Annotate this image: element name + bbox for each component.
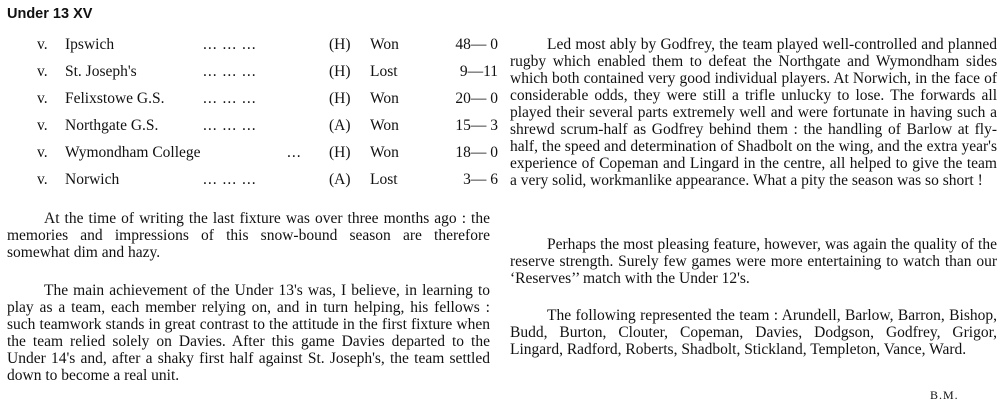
fixture-row <box>7 63 507 90</box>
fixture-score: 18— 0 <box>455 144 498 161</box>
fixture-venue: (H) <box>329 90 351 107</box>
fixture-venue: (A) <box>329 117 351 134</box>
paragraph-right-2: Perhaps the most pleasing feature, however, was again the quality of the reserve strength. Surely few games were more entertaining to watch than our ‘Reserves’’ match with the Under 12's. <box>510 236 997 287</box>
paragraph-right-3: The following represented the team : Arundell, Barlow, Barron, Bishop, Budd, Burton, Clouter, Copeman, Davies, Dodgson, Godfrey, Grigor, Lingard, Radford, Roberts, Shadbolt, Stickland, Templeton, Vance, Ward. <box>510 307 997 358</box>
fixture-opponent: Ipswich <box>65 36 115 53</box>
fixture-row <box>7 117 507 144</box>
fixture-leader-dots: ... ... ... <box>203 36 257 53</box>
fixture-leader-dots: ... ... ... <box>203 63 257 80</box>
fixture-result: Won <box>370 144 399 161</box>
fixture-score: 3— 6 <box>463 171 498 188</box>
fixture-opponent: Wymondham College <box>65 144 201 161</box>
fixture-score: 48— 0 <box>455 36 498 53</box>
fixture-result: Lost <box>370 171 398 188</box>
fixture-list <box>7 36 507 198</box>
fixture-result: Won <box>370 90 399 107</box>
fixture-opponent: Northgate G.S. <box>65 117 159 134</box>
fixture-venue: (H) <box>329 36 351 53</box>
fixture-score: 15— 3 <box>455 117 498 134</box>
fixture-row <box>7 171 507 198</box>
fixture-leader-dots: ... ... ... <box>203 90 257 107</box>
fixture-opponent: Felixstowe G.S. <box>65 90 165 107</box>
fixture-venue: (A) <box>329 171 351 188</box>
fixture-versus: v. <box>37 171 48 188</box>
fixture-versus: v. <box>37 63 48 80</box>
fixture-result: Won <box>370 36 399 53</box>
paragraph-left-1: At the time of writing the last fixture was over three months ago : the memories and impressions of this snow-bound season are therefore somewhat dim and hazy. <box>7 210 490 261</box>
fixture-leader-dots: ... ... ... <box>203 171 257 188</box>
fixture-opponent: Norwich <box>65 171 120 188</box>
fixture-versus: v. <box>37 90 48 107</box>
fixture-leader-dots: ... <box>287 144 302 161</box>
fixture-venue: (H) <box>329 144 351 161</box>
paragraph-right-1: Led most ably by Godfrey, the team played well-controlled and planned rugby which enabled them to defeat the Northgate and Wymondham sides which both contained very good individual players. At Norwich, in the face of considerable odds, they were still a trifle unlucky to lose. The forwards all played their several parts extremely well and were fortunate in having such a shrewd scrum-half as Godfrey behind them : the handling of Barlow at fly-half, the speed and determination of Shadbolt on the wing, and the extra year's experience of Copeman and Lingard in the centre, all helped to give the team a very solid, workmanlike appearance. What a pity the season was so short ! <box>510 36 997 189</box>
fixture-result: Won <box>370 117 399 134</box>
section-heading: Under 13 XV <box>7 6 93 22</box>
fixture-result: Lost <box>370 63 398 80</box>
fixture-opponent: St. Joseph's <box>65 63 137 80</box>
fixture-score: 9—11 <box>459 63 498 80</box>
fixture-venue: (H) <box>329 63 351 80</box>
fixture-versus: v. <box>37 144 48 161</box>
fixture-versus: v. <box>37 117 48 134</box>
fixture-row <box>7 144 507 171</box>
fixture-leader-dots: ... ... ... <box>203 117 257 134</box>
author-initials: B.M. <box>930 388 959 402</box>
fixture-row <box>7 36 507 63</box>
fixture-versus: v. <box>37 36 48 53</box>
paragraph-left-2: The main achievement of the Under 13's was, I believe, in learning to play as a team, each member relying on, and in turn helping, his fellows : such teamwork stands in great contrast to the attitude in the first fixture when the team relied solely on Davies. After this game Davies departed to the Under 14's and, after a shaky first half against St. Joseph's, the team settled down to become a real unit. <box>7 282 490 384</box>
fixture-row <box>7 90 507 117</box>
fixture-score: 20— 0 <box>455 90 498 107</box>
